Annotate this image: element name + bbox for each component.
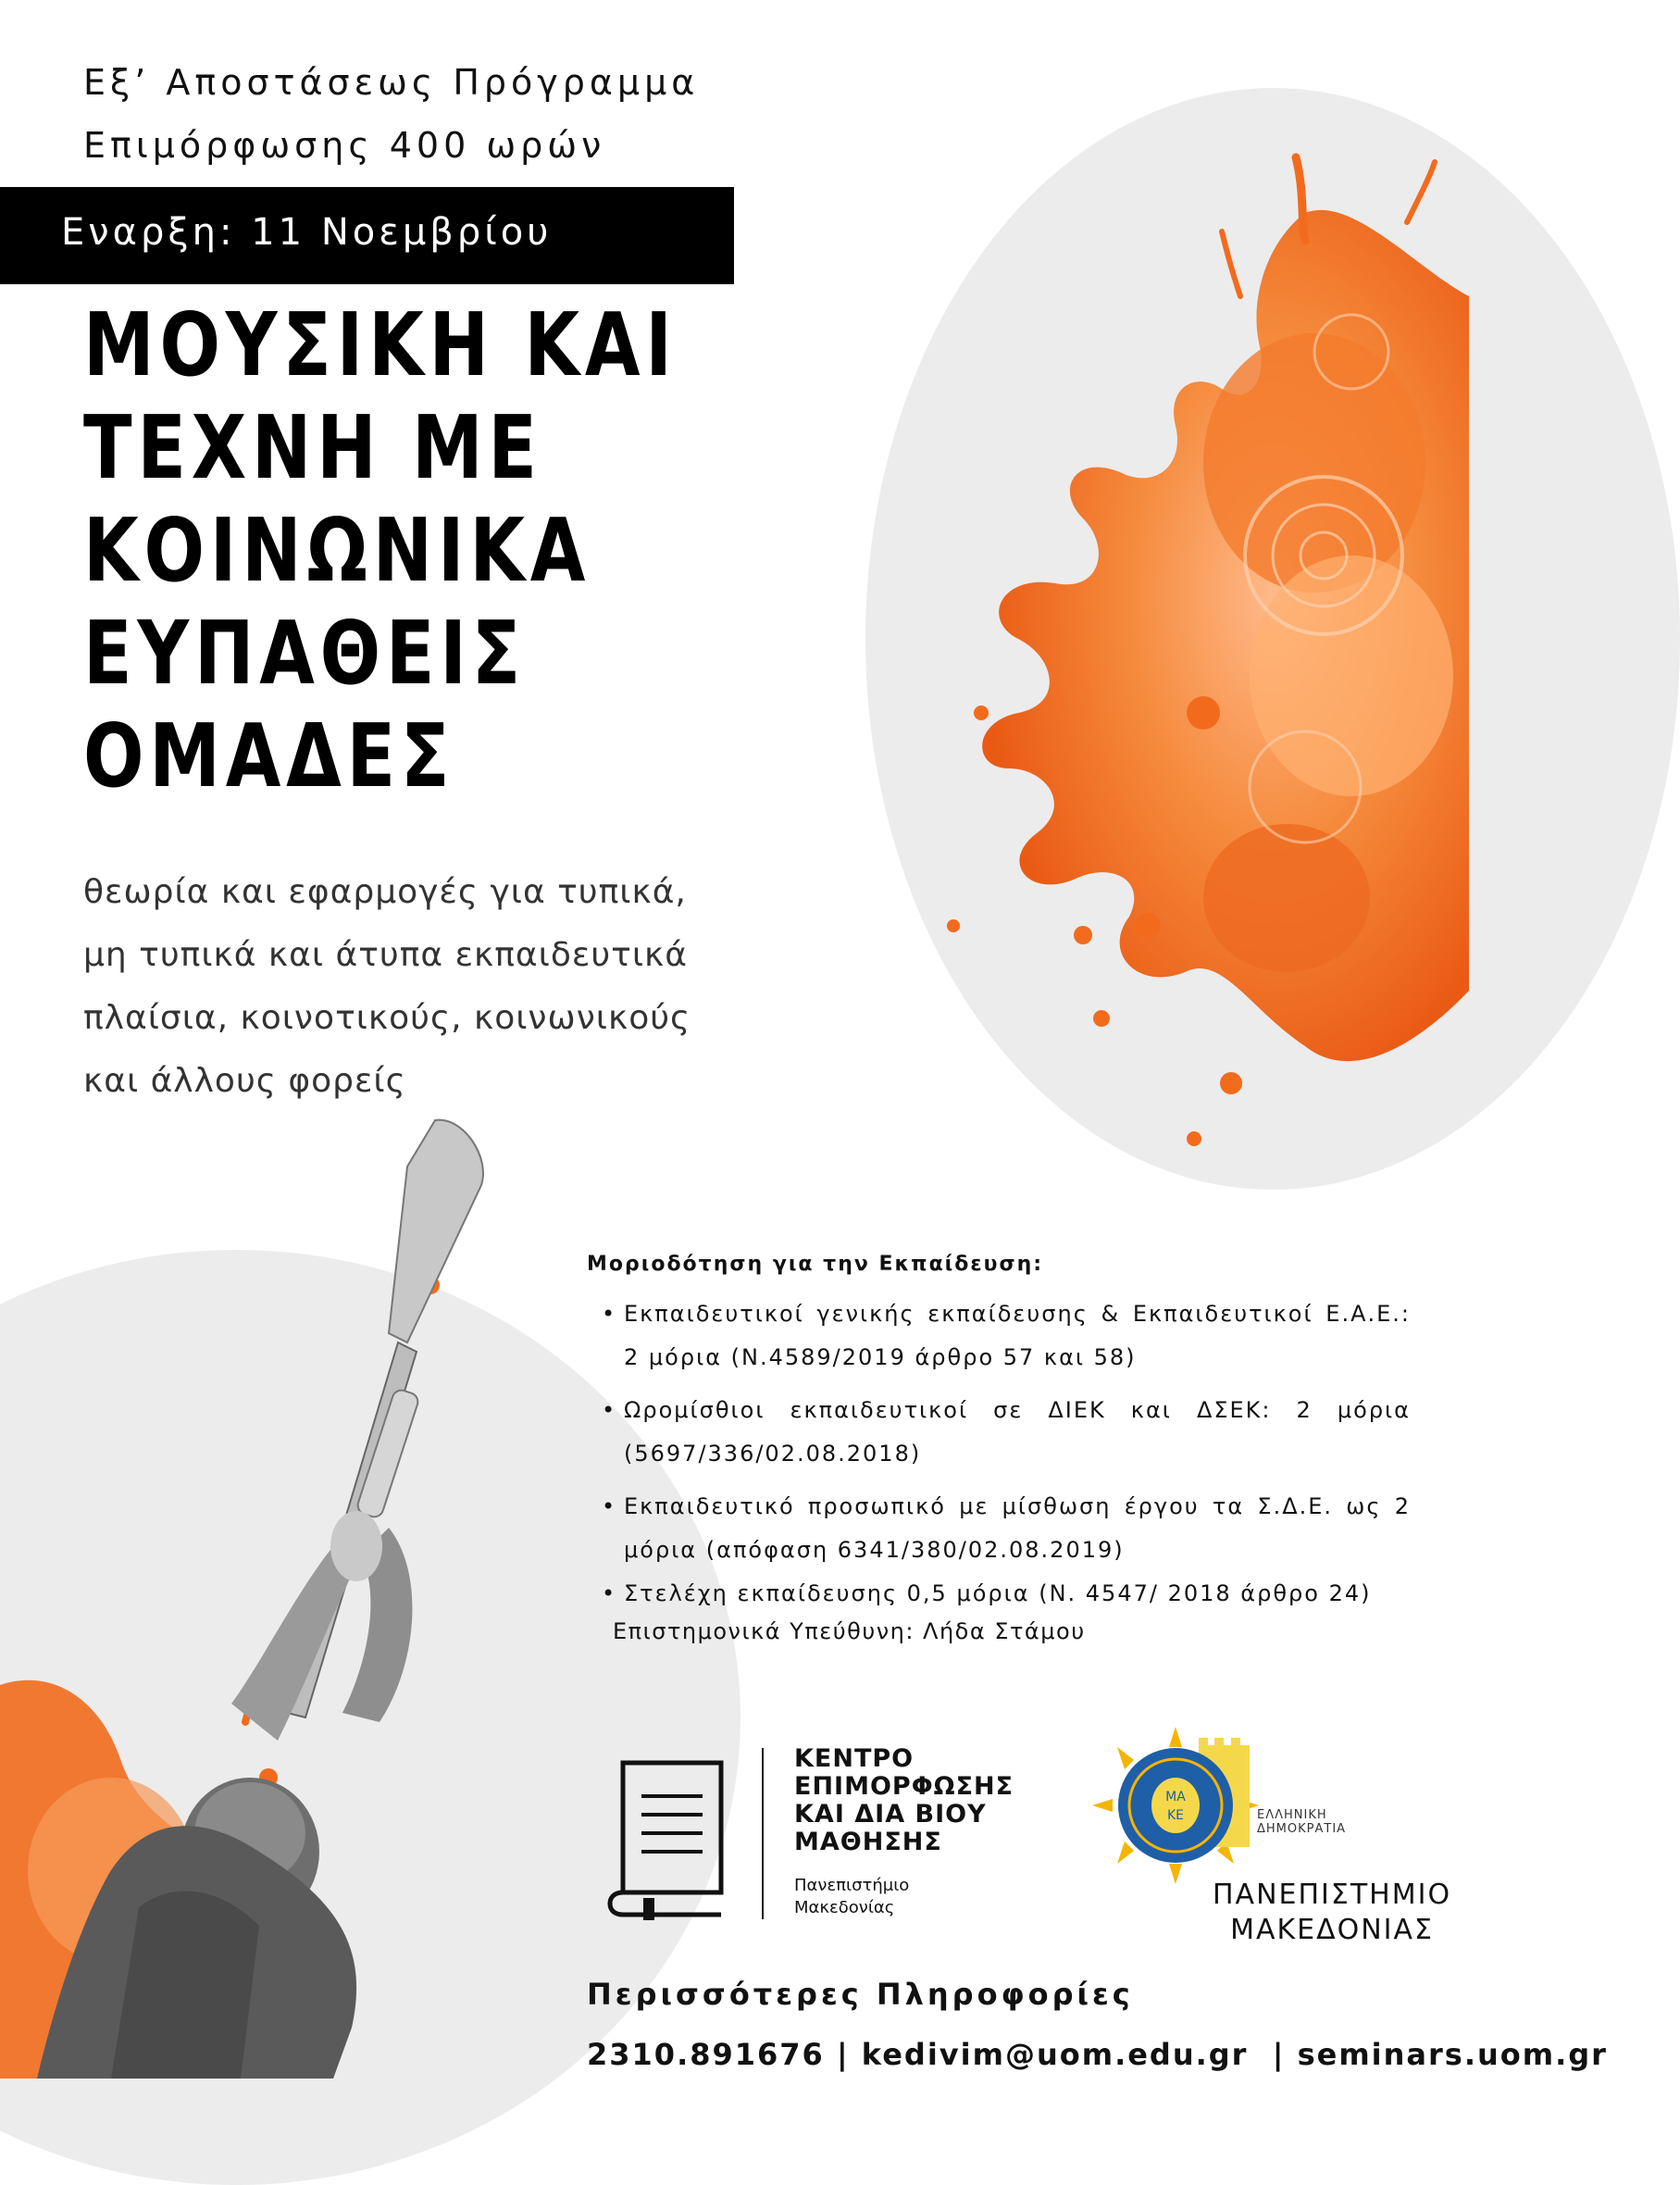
uom-name-line-1: ΠΑΝΕΠΙΣΤΗΜΙΟ: [1213, 1879, 1452, 1911]
orange-paint-splash-illustration: [916, 157, 1469, 1194]
contact-line: [587, 2037, 1608, 2072]
subtitle: [83, 861, 691, 1113]
list-item: [587, 1389, 1411, 1476]
kedivim-logo-university: [794, 1875, 909, 1919]
start-date-text: Εναρξη: 11 Νοεμβρίου: [61, 211, 553, 254]
intro-line-2: Επιμόρφωσης 400 ωρών: [83, 125, 606, 166]
website-link[interactable]: seminars.uom.gr: [1297, 2037, 1608, 2072]
credit-text: Στελέχη εκπαίδευσης 0,5 μόρια (Ν. 4547/ 2018 άρθρο 24): [624, 1580, 1372, 1606]
main-title: [83, 294, 678, 808]
bullet-icon: •: [602, 1397, 617, 1423]
list-item: [587, 1572, 1411, 1616]
bullet-icon: •: [602, 1493, 617, 1519]
list-item: [587, 1485, 1411, 1572]
credit-text: Εκπαιδευτικοί γενικής εκπαίδευσης & Εκπαιδευτικοί Ε.Α.Ε.: 2 μόρια (Ν.4589/2019 άρθρο 57 και 58): [624, 1301, 1411, 1370]
kedivim-logo-name: [794, 1745, 1014, 1856]
email-link[interactable]: kedivim@uom.edu.gr: [861, 2037, 1249, 2072]
credit-text: Ωρομίσθιοι εκπαιδευτικοί σε ΔΙΕΚ και ΔΣΕΚ: 2 μόρια (5697/336/02.08.2018): [624, 1397, 1411, 1467]
credits-heading: Μοριοδότηση για την Εκπαίδευση:: [587, 1253, 1044, 1276]
kedivim-uni-line-1: Πανεπιστήμιο: [794, 1876, 910, 1895]
seal-text-bottom: ΚΕ: [1166, 1808, 1185, 1823]
credits-section: [587, 1253, 1411, 1625]
start-date-banner: [0, 187, 734, 284]
seal-text-top: ΜΑ: [1165, 1790, 1186, 1804]
uom-name-line-2: ΜΑΚΕΔΟΝΙΑΣ: [1230, 1914, 1434, 1946]
title-line-2: ΤΕΧΝΗ ΜΕ: [83, 398, 542, 499]
bullet-icon: •: [602, 1301, 617, 1327]
bullet-icon: •: [602, 1580, 617, 1606]
kedivim-name-line-1: ΚΕΝΤΡΟ: [794, 1744, 915, 1773]
uom-country-line-1: ΕΛΛΗΝΙΚΗ: [1257, 1808, 1327, 1822]
separator: |: [836, 2037, 850, 2072]
list-item: [587, 1292, 1411, 1380]
kedivim-name-line-4: ΜΑΘΗΣΗΣ: [794, 1828, 942, 1856]
separator: |: [1272, 2037, 1286, 2072]
kedivim-name-line-3: ΚΑΙ ΔΙΑ ΒΙΟΥ: [794, 1800, 987, 1829]
subtitle-line-2: μη τυπικά και άτυπα εκπαιδευτικά: [83, 936, 688, 974]
subtitle-line-1: θεωρία και εφαρμογές για τυπικά,: [83, 873, 687, 911]
scientific-supervisor: Επιστημονικά Υπεύθυνη: Λήδα Στάμου: [613, 1618, 1086, 1644]
subtitle-line-3: πλαίσια, κοινοτικούς, κοινωνικούς: [83, 999, 691, 1037]
uom-logo-name: [1213, 1878, 1451, 1948]
phone-number[interactable]: 2310.891676: [587, 2037, 825, 2072]
intro-line-1: Εξ’ Αποστάσεως Πρόγραμμα: [83, 62, 700, 103]
credit-text: Εκπαιδευτικό προσωπικό με μίσθωση έργου τα Σ.Δ.Ε. ως 2 μόρια (απόφαση 6341/380/02.08.2019): [624, 1493, 1411, 1563]
uom-logo-country: [1257, 1808, 1346, 1836]
title-line-3: ΚΟΙΝΩΝΙΚΑ: [83, 501, 591, 602]
subtitle-line-4: και άλλους φορείς: [83, 1062, 406, 1100]
kedivim-name-line-2: ΕΠΙΜΟΡΦΩΣΗΣ: [794, 1772, 1014, 1801]
program-intro: [83, 51, 699, 177]
title-line-1: ΜΟΥΣΙΚΗ ΚΑΙ: [83, 295, 678, 396]
kedivim-uni-line-2: Μακεδονίας: [794, 1898, 895, 1917]
credits-list: [587, 1292, 1411, 1616]
more-info-heading: Περισσότερες Πληροφορίες: [587, 1977, 1134, 2012]
logo-divider: [762, 1748, 764, 1919]
trumpet-player-illustration: [0, 1111, 592, 2079]
book-document-icon: [606, 1759, 727, 1921]
uom-country-line-2: ΔΗΜΟΚΡΑΤΙΑ: [1257, 1822, 1347, 1836]
title-line-4: ΕΥΠΑΘΕΙΣ: [83, 604, 527, 705]
title-line-5: ΟΜΑΔΕΣ: [83, 706, 455, 807]
university-seal-icon: [1092, 1727, 1259, 1884]
